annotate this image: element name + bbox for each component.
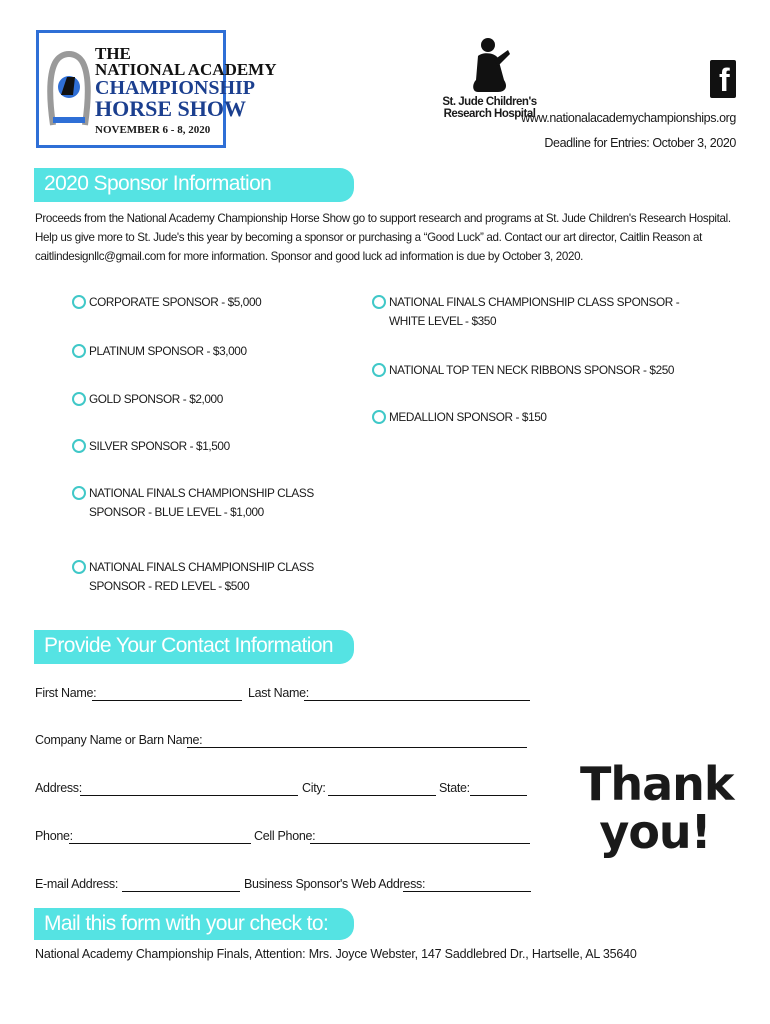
- facebook-icon[interactable]: f: [710, 60, 736, 98]
- phone-label: Phone:: [35, 829, 73, 843]
- horseshoe-icon: [47, 47, 91, 131]
- last-name-field[interactable]: [304, 700, 530, 701]
- cell-phone-label: Cell Phone:: [254, 829, 316, 843]
- radio-circle[interactable]: [72, 439, 86, 453]
- logo-dates: NOVEMBER 6 - 8, 2020: [95, 124, 211, 136]
- radio-circle[interactable]: [72, 344, 86, 358]
- state-label: State:: [439, 781, 470, 795]
- last-name-label: Last Name:: [248, 686, 309, 700]
- first-name-label: First Name:: [35, 686, 97, 700]
- mail-section-header: [34, 908, 354, 940]
- sponsor-option-silver[interactable]: [72, 437, 362, 456]
- sponsor-option-neck-ribbons[interactable]: [372, 361, 717, 380]
- sponsor-option-platinum[interactable]: [72, 342, 362, 361]
- radio-circle[interactable]: [72, 295, 86, 309]
- logo-line-2: NATIONAL ACADEMY: [95, 60, 277, 79]
- address-field[interactable]: [80, 795, 298, 796]
- phone-field[interactable]: [69, 843, 251, 844]
- city-label: City:: [302, 781, 326, 795]
- thank-you-message: [580, 757, 734, 860]
- radio-circle[interactable]: [72, 392, 86, 406]
- logo-line-1: THE: [95, 44, 131, 63]
- mail-section-title: Mail this form with your check to:: [44, 912, 329, 935]
- logo-line-4: HORSE SHOW: [95, 96, 246, 121]
- stjude-name-line-2: Research Hospital: [443, 108, 536, 121]
- sponsor-option-label: NATIONAL FINALS CHAMPIONSHIP CLASS SPONSOR - RED LEVEL - $500: [89, 560, 314, 593]
- radio-circle[interactable]: [372, 410, 386, 424]
- contact-section-header: [34, 630, 354, 664]
- radio-circle[interactable]: [72, 560, 86, 574]
- company-field[interactable]: [187, 747, 527, 748]
- sponsor-option-white-level[interactable]: [372, 293, 717, 331]
- website-link[interactable]: www.nationalacademychampionships.org: [521, 111, 736, 125]
- sponsor-option-label: NATIONAL FINALS CHAMPIONSHIP CLASS SPONSOR - BLUE LEVEL - $1,000: [89, 486, 314, 519]
- sponsor-option-blue-level[interactable]: [72, 484, 370, 522]
- sponsor-option-label: SILVER SPONSOR - $1,500: [89, 439, 230, 453]
- sponsor-section-title: 2020 Sponsor Information: [44, 172, 272, 195]
- sponsor-option-label: PLATINUM SPONSOR - $3,000: [89, 344, 247, 358]
- sponsor-option-label: CORPORATE SPONSOR - $5,000: [89, 295, 262, 309]
- sponsor-option-medallion[interactable]: [372, 408, 717, 427]
- sponsor-option-label: GOLD SPONSOR - $2,000: [89, 392, 223, 406]
- sponsor-option-red-level[interactable]: [72, 558, 370, 596]
- entry-deadline: Deadline for Entries: October 3, 2020: [544, 136, 736, 150]
- address-label: Address:: [35, 781, 82, 795]
- sponsor-option-label: NATIONAL TOP TEN NECK RIBBONS SPONSOR - $250: [389, 363, 675, 377]
- sponsor-option-corporate[interactable]: [72, 293, 362, 312]
- stjude-logo: [442, 36, 537, 156]
- first-name-field[interactable]: [92, 700, 242, 701]
- sponsor-option-label: MEDALLION SPONSOR - $150: [389, 410, 547, 424]
- radio-circle[interactable]: [372, 295, 386, 309]
- city-field[interactable]: [328, 795, 436, 796]
- sponsor-option-gold[interactable]: [72, 390, 362, 409]
- state-field[interactable]: [470, 795, 527, 796]
- contact-section-title: Provide Your Contact Information: [44, 634, 333, 657]
- sponsor-option-label: NATIONAL FINALS CHAMPIONSHIP CLASS SPONSOR - WHITE LEVEL - $350: [389, 295, 680, 328]
- web-address-label: Business Sponsor's Web Address:: [244, 877, 426, 891]
- company-label: Company Name or Barn Name:: [35, 733, 203, 747]
- thank-you-line-2: you!: [599, 805, 711, 860]
- radio-circle[interactable]: [72, 486, 86, 500]
- child-figure-icon: [464, 36, 516, 94]
- email-field[interactable]: [122, 891, 240, 892]
- mailing-address: National Academy Championship Finals, Attention: Mrs. Joyce Webster, 147 Saddlebred Dr., Hartselle, AL 35640: [35, 947, 637, 961]
- web-address-field[interactable]: [403, 891, 531, 892]
- sponsor-section-header: [34, 168, 354, 202]
- stjude-name-line-1: St. Jude Children's: [442, 96, 537, 108]
- sponsor-intro-text: Proceeds from the National Academy Championship Horse Show go to support research and programs at St. Jude Children's Research Hospital. Help us give more to St. Jude's this year by becoming a sponsor or purchasing a “Good Luck” ad. Contact our art director, Caitlin Reason at caitlindesignllc@gmail.com for more information. Sponsor and good luck ad information is due by October 3, 2020.: [35, 212, 731, 263]
- radio-circle[interactable]: [372, 363, 386, 377]
- thank-you-line-1: Thank: [580, 757, 734, 811]
- email-label: E-mail Address:: [35, 877, 119, 891]
- cell-phone-field[interactable]: [310, 843, 530, 844]
- show-logo: [36, 30, 277, 148]
- logo-line-3: CHAMPIONSHIP: [95, 77, 255, 99]
